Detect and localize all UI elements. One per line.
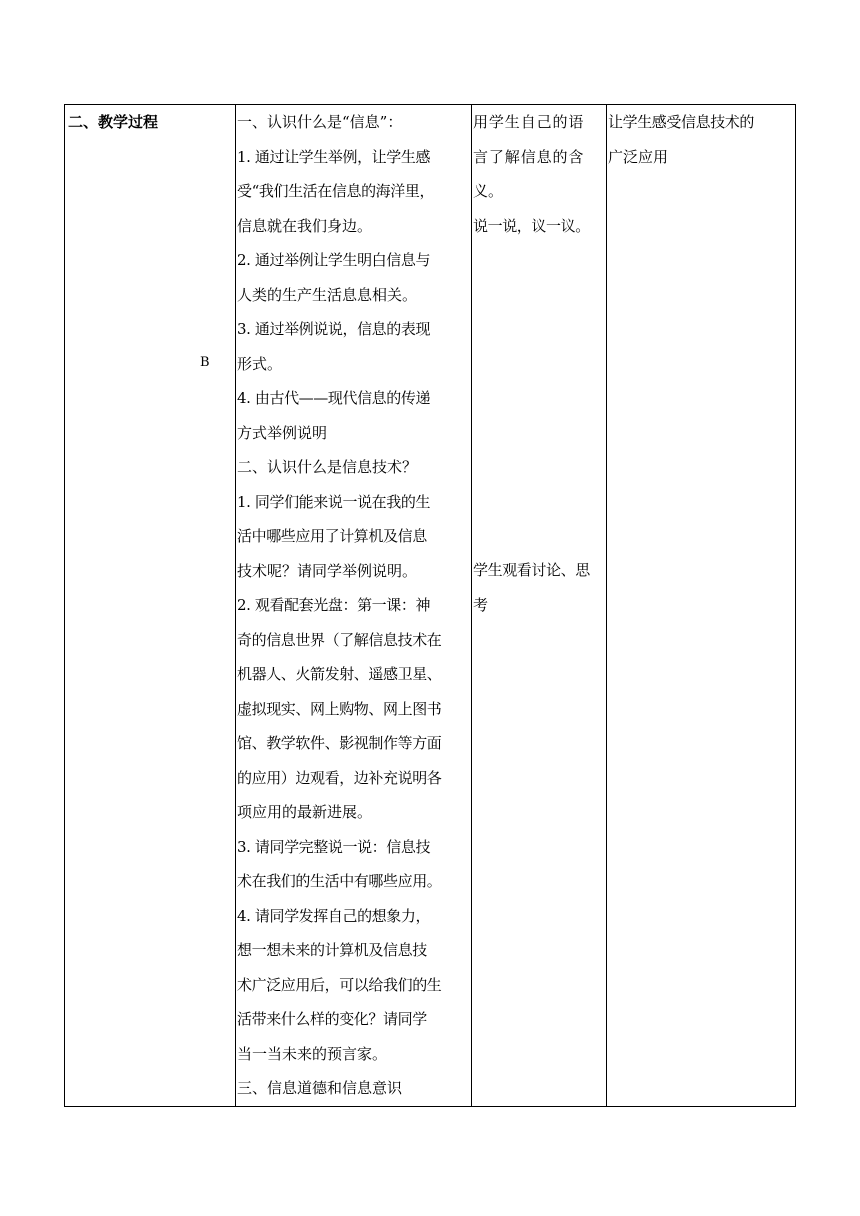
activity-line: 方式举例说明 (237, 423, 328, 442)
activity-line: 奇的信息世界（了解信息技术在 (237, 630, 442, 649)
activity-line: 受“我们生活在信息的海洋里， (237, 182, 435, 200)
activity-line: 活带来什么样的变化？请同学 (237, 1010, 427, 1028)
activity-line: 人类的生产生活息息相关。 (237, 285, 418, 304)
section-title: 二、教学过程 (68, 113, 159, 131)
activity-line: 想一想未来的计算机及信息技 (237, 941, 427, 959)
activity-line: 1. 同学们能来说一说在我的生 (237, 492, 431, 511)
student-line: 说一说，议一议。 (473, 216, 590, 235)
activity-line: 二、认识什么是信息技术？ (237, 458, 418, 476)
intent-line: 广泛应用 (608, 147, 669, 166)
design-intent-cell (607, 105, 796, 1107)
activity-line: 一、认识什么是“信息”： (237, 113, 403, 131)
activity-line: 活中哪些应用了计算机及信息 (237, 527, 427, 545)
activity-line: 虚拟现实、网上购物、网上图书 (237, 699, 442, 718)
activity-line: 2. 通过举例让学生明白信息与 (237, 251, 431, 269)
margin-marker: B (200, 355, 210, 370)
intent-line: 让学生感受信息技术的 (608, 113, 755, 131)
activity-line: 2. 观看配套光盘：第一课：神 (237, 596, 431, 614)
activity-line: 馆、教学软件、影视制作等方面 (237, 734, 442, 752)
student-line: 用学生自己的语 (473, 113, 585, 131)
activity-line: 的应用）边观看，边补充说明各 (237, 768, 442, 787)
student-line: 学生观看讨论、思 (473, 561, 590, 579)
table-row (65, 105, 796, 1107)
activity-line: 术在我们的生活中有哪些应用。 (237, 872, 442, 890)
activity-line: 技术呢？请同学举例说明。 (237, 561, 418, 580)
activity-line: 机器人、火箭发射、遥感卫星、 (237, 665, 442, 683)
activity-line: 4. 请同学发挥自己的想象力， (237, 906, 431, 925)
activities-cell (236, 105, 472, 1107)
activity-line: 4. 由古代——现代信息的传递 (237, 389, 431, 407)
activity-line: 形式。 (237, 354, 283, 373)
activity-line: 3. 通过举例说说，信息的表现 (237, 320, 431, 338)
activity-line: 项应用的最新进展。 (237, 803, 373, 821)
student-line: 义。 (473, 182, 504, 200)
activity-line: 三、信息道德和信息意识 (237, 1079, 403, 1097)
cell-spacer (473, 243, 605, 553)
lesson-plan-table (64, 104, 796, 1107)
activity-line: 1. 通过让学生举例，让学生感 (237, 147, 431, 166)
student-line: 言了解信息的含 (473, 147, 585, 166)
section-cell (65, 105, 236, 1107)
activity-line: 信息就在我们身边。 (237, 216, 373, 235)
activity-line: 当一当未来的预言家。 (237, 1044, 388, 1063)
student-line: 考 (473, 595, 489, 614)
activity-line: 术广泛应用后，可以给我们的生 (237, 975, 442, 994)
activity-line: 3. 请同学完整说一说：信息技 (237, 837, 431, 856)
student-activity-cell (472, 105, 607, 1107)
